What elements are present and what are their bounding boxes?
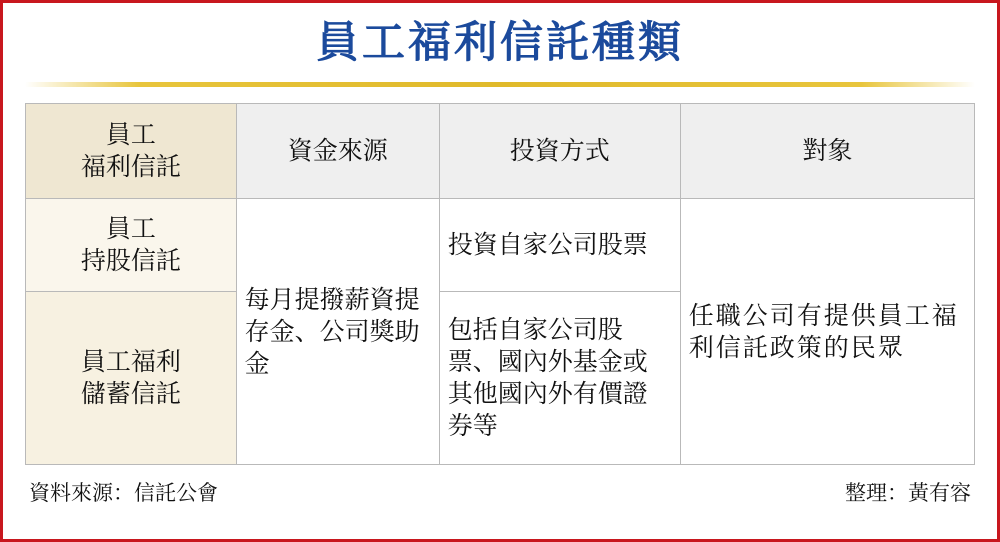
header-trust-line1: 員工 — [105, 121, 156, 150]
header-cell-trust-type — [26, 104, 237, 199]
title-divider — [25, 82, 975, 87]
header-cell-investment-method: 投資方式 — [439, 104, 680, 199]
cell-target: 任職公司有提供員工福利信託政策的民眾 — [680, 199, 974, 465]
cell-investment-savings: 包括自家公司股票、國內外基金或其他國內外有價證券等 — [439, 292, 680, 465]
header-cell-funding-source: 資金來源 — [236, 104, 439, 199]
row1-label-line2: 持股信託 — [80, 247, 181, 276]
table-header-row — [26, 104, 975, 199]
employee-benefit-trust-table — [25, 103, 975, 465]
cell-funding-source: 每月提撥薪資提存金、公司獎助金 — [236, 199, 439, 465]
page-title: 員工福利信託種類 — [316, 19, 684, 67]
header-cell-target: 對象 — [680, 104, 974, 199]
source-note: 資料來源：信託公會 — [29, 482, 218, 506]
header-trust-line2: 福利信託 — [80, 153, 181, 182]
footer — [25, 475, 975, 507]
title-block — [25, 13, 975, 68]
row2-label-line1: 員工福利 — [80, 348, 181, 377]
table-row — [26, 199, 975, 292]
row-label-savings-trust — [26, 292, 237, 465]
row-label-shareholding-trust — [26, 199, 237, 292]
credit-note: 整理：黃有容 — [845, 482, 971, 506]
row1-label-line1: 員工 — [105, 215, 156, 244]
row2-label-line2: 儲蓄信託 — [80, 380, 181, 409]
cell-investment-shareholding: 投資自家公司股票 — [439, 199, 680, 292]
page-content — [3, 3, 997, 539]
